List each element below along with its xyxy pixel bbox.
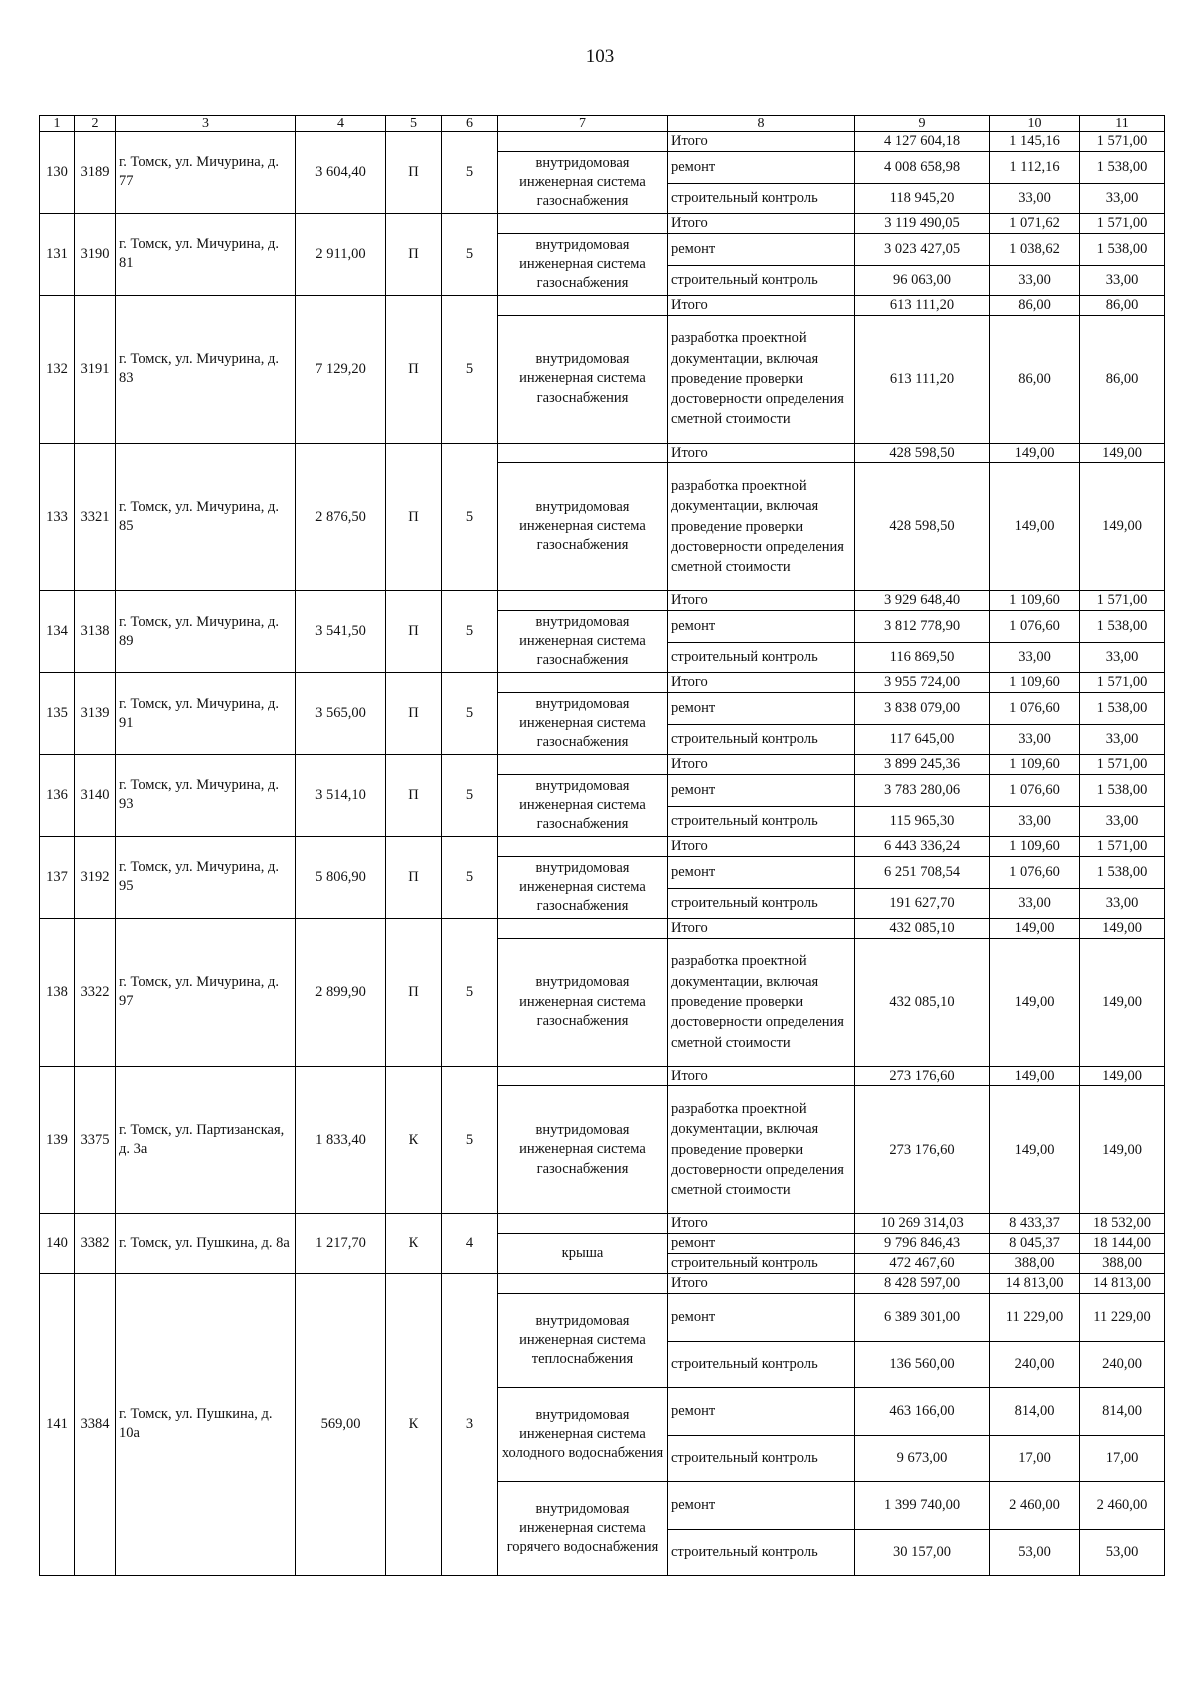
work-line-label: строительный контроль (668, 725, 855, 755)
house-floors: 5 (442, 755, 498, 837)
work-line-sum: 463 166,00 (855, 1387, 990, 1435)
house-address: г. Томск, ул. Пушкина, д. 8а (116, 1214, 296, 1274)
work-line-sum: 96 063,00 (855, 265, 990, 295)
work-line-sum: 191 627,70 (855, 888, 990, 918)
work-line-per-m2: 33,00 (990, 183, 1080, 213)
house-id: 3375 (75, 1066, 116, 1214)
house-floors: 5 (442, 673, 498, 755)
work-type: внутридомовая инженерная система горячего водоснабжения (498, 1481, 668, 1575)
house-id: 3382 (75, 1214, 116, 1274)
total-limit: 86,00 (1080, 295, 1165, 315)
total-per-m2: 1 109,60 (990, 836, 1080, 856)
entry-total-row (40, 673, 1165, 693)
entry-total-row (40, 1214, 1165, 1234)
house-id: 3321 (75, 443, 116, 591)
work-line-per-m2: 33,00 (990, 725, 1080, 755)
work-line-label: строительный контроль (668, 888, 855, 918)
work-line-sum: 9 796 846,43 (855, 1234, 990, 1254)
work-line-limit: 1 538,00 (1080, 774, 1165, 806)
work-line-per-m2: 149,00 (990, 463, 1080, 591)
house-address: г. Томск, ул. Мичурина, д. 93 (116, 755, 296, 837)
house-id: 3140 (75, 755, 116, 837)
work-line-sum: 116 869,50 (855, 643, 990, 673)
column-number: 8 (668, 116, 855, 132)
work-type-empty (498, 1214, 668, 1234)
total-sum: 432 085,10 (855, 918, 990, 938)
total-per-m2: 1 071,62 (990, 213, 1080, 233)
work-line-sum: 30 157,00 (855, 1529, 990, 1575)
work-type-empty (498, 1273, 668, 1293)
work-line-per-m2: 1 038,62 (990, 233, 1080, 265)
work-line-label: ремонт (668, 856, 855, 888)
column-number: 9 (855, 116, 990, 132)
total-sum: 613 111,20 (855, 295, 990, 315)
entry-number: 130 (40, 132, 75, 214)
house-type: П (386, 295, 442, 443)
entry-total-row (40, 132, 1165, 152)
house-id: 3322 (75, 918, 116, 1066)
work-line-sum: 273 176,60 (855, 1086, 990, 1214)
total-limit: 149,00 (1080, 1066, 1165, 1086)
total-sum: 3 119 490,05 (855, 213, 990, 233)
entry-number: 133 (40, 443, 75, 591)
work-line-limit: 33,00 (1080, 265, 1165, 295)
work-line-limit: 33,00 (1080, 888, 1165, 918)
house-address: г. Томск, ул. Мичурина, д. 97 (116, 918, 296, 1066)
work-line-label: строительный контроль (668, 1529, 855, 1575)
work-line-limit: 33,00 (1080, 643, 1165, 673)
total-label: Итого (668, 443, 855, 463)
work-type: внутридомовая инженерная система газоснабжения (498, 693, 668, 755)
work-line-label: ремонт (668, 1234, 855, 1254)
work-line-limit: 33,00 (1080, 725, 1165, 755)
entry-number: 131 (40, 213, 75, 295)
house-id: 3192 (75, 836, 116, 918)
work-line-limit: 2 460,00 (1080, 1481, 1165, 1529)
work-line-limit: 1 538,00 (1080, 233, 1165, 265)
total-limit: 149,00 (1080, 918, 1165, 938)
entry-number: 138 (40, 918, 75, 1066)
work-line-sum: 3 023 427,05 (855, 233, 990, 265)
total-label: Итого (668, 132, 855, 152)
entry-number: 141 (40, 1273, 75, 1575)
register-table (39, 115, 1165, 1576)
work-line-label: строительный контроль (668, 1341, 855, 1387)
house-area: 7 129,20 (296, 295, 386, 443)
entry-number: 135 (40, 673, 75, 755)
house-area: 2 899,90 (296, 918, 386, 1066)
work-type: внутридомовая инженерная система газоснабжения (498, 774, 668, 836)
work-line-per-m2: 8 045,37 (990, 1234, 1080, 1254)
work-line-label: строительный контроль (668, 265, 855, 295)
work-line-label: строительный контроль (668, 1254, 855, 1274)
work-line-per-m2: 1 076,60 (990, 774, 1080, 806)
entry-total-row (40, 591, 1165, 611)
house-id: 3139 (75, 673, 116, 755)
total-per-m2: 149,00 (990, 918, 1080, 938)
work-line-limit: 33,00 (1080, 806, 1165, 836)
work-line-per-m2: 33,00 (990, 888, 1080, 918)
work-type: внутридомовая инженерная система газоснабжения (498, 938, 668, 1066)
house-floors: 5 (442, 591, 498, 673)
work-line-per-m2: 1 076,60 (990, 856, 1080, 888)
work-line-sum: 3 812 778,90 (855, 611, 990, 643)
house-type: П (386, 132, 442, 214)
work-line-limit: 11 229,00 (1080, 1293, 1165, 1341)
work-line-label: ремонт (668, 1481, 855, 1529)
total-sum: 3 929 648,40 (855, 591, 990, 611)
work-type: внутридомовая инженерная система газоснабжения (498, 611, 668, 673)
work-type: внутридомовая инженерная система газоснабжения (498, 315, 668, 443)
house-floors: 4 (442, 1214, 498, 1274)
work-line-sum: 118 945,20 (855, 183, 990, 213)
total-label: Итого (668, 755, 855, 775)
total-label: Итого (668, 295, 855, 315)
entry-total-row (40, 918, 1165, 938)
column-number: 1 (40, 116, 75, 132)
house-type: П (386, 673, 442, 755)
entry-total-row (40, 1273, 1165, 1293)
work-line-per-m2: 149,00 (990, 1086, 1080, 1214)
house-type: П (386, 918, 442, 1066)
entry-number: 140 (40, 1214, 75, 1274)
work-line-label: разработка проектной документации, включая проведение проверки достоверности определения сметной стоимости (668, 938, 855, 1066)
total-label: Итого (668, 918, 855, 938)
work-type: внутридомовая инженерная система газоснабжения (498, 856, 668, 918)
column-number: 10 (990, 116, 1080, 132)
house-address: г. Томск, ул. Мичурина, д. 89 (116, 591, 296, 673)
work-line-label: ремонт (668, 1293, 855, 1341)
work-line-limit: 1 538,00 (1080, 856, 1165, 888)
work-line-per-m2: 33,00 (990, 643, 1080, 673)
house-floors: 5 (442, 295, 498, 443)
work-line-per-m2: 86,00 (990, 315, 1080, 443)
house-area: 3 604,40 (296, 132, 386, 214)
total-per-m2: 8 433,37 (990, 1214, 1080, 1234)
house-address: г. Томск, ул. Мичурина, д. 83 (116, 295, 296, 443)
house-area: 3 514,10 (296, 755, 386, 837)
house-type: П (386, 443, 442, 591)
work-line-limit: 1 538,00 (1080, 693, 1165, 725)
house-type: П (386, 755, 442, 837)
work-line-label: разработка проектной документации, включая проведение проверки достоверности определения сметной стоимости (668, 1086, 855, 1214)
total-sum: 3 955 724,00 (855, 673, 990, 693)
work-line-label: строительный контроль (668, 643, 855, 673)
work-line-limit: 1 538,00 (1080, 151, 1165, 183)
work-type-empty (498, 591, 668, 611)
entry-total-row (40, 213, 1165, 233)
work-line-limit: 33,00 (1080, 183, 1165, 213)
work-type-empty (498, 295, 668, 315)
work-line-sum: 9 673,00 (855, 1435, 990, 1481)
house-floors: 5 (442, 132, 498, 214)
column-number: 4 (296, 116, 386, 132)
entry-number: 134 (40, 591, 75, 673)
house-type: П (386, 836, 442, 918)
work-line-label: строительный контроль (668, 183, 855, 213)
work-line-limit: 1 538,00 (1080, 611, 1165, 643)
work-line-limit: 149,00 (1080, 938, 1165, 1066)
entry-number: 137 (40, 836, 75, 918)
work-line-sum: 3 783 280,06 (855, 774, 990, 806)
total-sum: 428 598,50 (855, 443, 990, 463)
work-line-limit: 149,00 (1080, 1086, 1165, 1214)
house-id: 3190 (75, 213, 116, 295)
house-id: 3191 (75, 295, 116, 443)
entry-total-row (40, 755, 1165, 775)
house-address: г. Томск, ул. Партизанская, д. 3а (116, 1066, 296, 1214)
work-type: внутридомовая инженерная система газоснабжения (498, 1086, 668, 1214)
total-per-m2: 14 813,00 (990, 1273, 1080, 1293)
work-line-sum: 115 965,30 (855, 806, 990, 836)
total-label: Итого (668, 1273, 855, 1293)
work-line-per-m2: 240,00 (990, 1341, 1080, 1387)
total-limit: 1 571,00 (1080, 673, 1165, 693)
total-sum: 3 899 245,36 (855, 755, 990, 775)
house-address: г. Томск, ул. Мичурина, д. 85 (116, 443, 296, 591)
total-sum: 273 176,60 (855, 1066, 990, 1086)
house-floors: 5 (442, 443, 498, 591)
house-type: К (386, 1273, 442, 1575)
work-type: крыша (498, 1234, 668, 1274)
total-label: Итого (668, 836, 855, 856)
entry-total-row (40, 443, 1165, 463)
house-type: П (386, 591, 442, 673)
total-label: Итого (668, 673, 855, 693)
house-area: 3 565,00 (296, 673, 386, 755)
total-limit: 149,00 (1080, 443, 1165, 463)
work-line-limit: 17,00 (1080, 1435, 1165, 1481)
work-type-empty (498, 836, 668, 856)
work-line-per-m2: 814,00 (990, 1387, 1080, 1435)
work-line-limit: 86,00 (1080, 315, 1165, 443)
work-line-label: ремонт (668, 151, 855, 183)
column-number: 5 (386, 116, 442, 132)
work-type: внутридомовая инженерная система газоснабжения (498, 151, 668, 213)
total-label: Итого (668, 1066, 855, 1086)
work-type-empty (498, 132, 668, 152)
house-type: К (386, 1066, 442, 1214)
work-line-sum: 6 251 708,54 (855, 856, 990, 888)
work-line-per-m2: 1 076,60 (990, 611, 1080, 643)
work-line-sum: 117 645,00 (855, 725, 990, 755)
work-type: внутридомовая инженерная система теплоснабжения (498, 1293, 668, 1387)
work-type-empty (498, 673, 668, 693)
work-line-label: ремонт (668, 233, 855, 265)
work-type-empty (498, 443, 668, 463)
work-line-label: разработка проектной документации, включая проведение проверки достоверности определения сметной стоимости (668, 315, 855, 443)
entry-number: 136 (40, 755, 75, 837)
total-per-m2: 1 145,16 (990, 132, 1080, 152)
work-line-sum: 136 560,00 (855, 1341, 990, 1387)
house-address: г. Томск, ул. Мичурина, д. 91 (116, 673, 296, 755)
work-line-limit: 240,00 (1080, 1341, 1165, 1387)
work-line-per-m2: 53,00 (990, 1529, 1080, 1575)
house-address: г. Томск, ул. Пушкина, д. 10а (116, 1273, 296, 1575)
work-line-per-m2: 11 229,00 (990, 1293, 1080, 1341)
house-type: К (386, 1214, 442, 1274)
house-floors: 3 (442, 1273, 498, 1575)
work-line-label: ремонт (668, 611, 855, 643)
work-type: внутридомовая инженерная система газоснабжения (498, 463, 668, 591)
house-area: 1 217,70 (296, 1214, 386, 1274)
total-sum: 4 127 604,18 (855, 132, 990, 152)
total-per-m2: 1 109,60 (990, 755, 1080, 775)
work-line-label: ремонт (668, 693, 855, 725)
work-line-per-m2: 2 460,00 (990, 1481, 1080, 1529)
house-area: 2 911,00 (296, 213, 386, 295)
work-line-label: ремонт (668, 774, 855, 806)
total-label: Итого (668, 213, 855, 233)
entry-number: 139 (40, 1066, 75, 1214)
column-number: 11 (1080, 116, 1165, 132)
work-line-per-m2: 149,00 (990, 938, 1080, 1066)
work-line-sum: 3 838 079,00 (855, 693, 990, 725)
work-line-per-m2: 17,00 (990, 1435, 1080, 1481)
work-type: внутридомовая инженерная система холодного водоснабжения (498, 1387, 668, 1481)
total-per-m2: 149,00 (990, 443, 1080, 463)
work-line-per-m2: 33,00 (990, 265, 1080, 295)
column-number: 6 (442, 116, 498, 132)
entry-total-row (40, 836, 1165, 856)
total-limit: 1 571,00 (1080, 591, 1165, 611)
total-label: Итого (668, 591, 855, 611)
total-per-m2: 149,00 (990, 1066, 1080, 1086)
house-address: г. Томск, ул. Мичурина, д. 81 (116, 213, 296, 295)
total-limit: 18 532,00 (1080, 1214, 1165, 1234)
work-type-empty (498, 918, 668, 938)
total-per-m2: 1 109,60 (990, 673, 1080, 693)
total-per-m2: 1 109,60 (990, 591, 1080, 611)
work-line-label: ремонт (668, 1387, 855, 1435)
work-line-sum: 428 598,50 (855, 463, 990, 591)
house-type: П (386, 213, 442, 295)
total-sum: 6 443 336,24 (855, 836, 990, 856)
entry-total-row (40, 1066, 1165, 1086)
total-limit: 1 571,00 (1080, 755, 1165, 775)
total-sum: 8 428 597,00 (855, 1273, 990, 1293)
work-type: внутридомовая инженерная система газоснабжения (498, 233, 668, 295)
work-line-sum: 1 399 740,00 (855, 1481, 990, 1529)
work-line-per-m2: 33,00 (990, 806, 1080, 836)
house-address: г. Томск, ул. Мичурина, д. 77 (116, 132, 296, 214)
total-limit: 1 571,00 (1080, 132, 1165, 152)
work-line-limit: 388,00 (1080, 1254, 1165, 1274)
house-floors: 5 (442, 1066, 498, 1214)
work-line-label: строительный контроль (668, 1435, 855, 1481)
house-area: 5 806,90 (296, 836, 386, 918)
house-id: 3189 (75, 132, 116, 214)
work-type-empty (498, 213, 668, 233)
house-floors: 5 (442, 836, 498, 918)
total-limit: 1 571,00 (1080, 836, 1165, 856)
entry-number: 132 (40, 295, 75, 443)
work-type-empty (498, 1066, 668, 1086)
column-number: 2 (75, 116, 116, 132)
column-number-row (40, 116, 1165, 132)
total-label: Итого (668, 1214, 855, 1234)
column-number: 7 (498, 116, 668, 132)
work-line-sum: 432 085,10 (855, 938, 990, 1066)
house-area: 1 833,40 (296, 1066, 386, 1214)
house-area: 2 876,50 (296, 443, 386, 591)
house-area: 3 541,50 (296, 591, 386, 673)
work-line-per-m2: 1 076,60 (990, 693, 1080, 725)
work-line-sum: 472 467,60 (855, 1254, 990, 1274)
entry-total-row (40, 295, 1165, 315)
total-limit: 1 571,00 (1080, 213, 1165, 233)
total-per-m2: 86,00 (990, 295, 1080, 315)
house-address: г. Томск, ул. Мичурина, д. 95 (116, 836, 296, 918)
total-limit: 14 813,00 (1080, 1273, 1165, 1293)
work-line-sum: 613 111,20 (855, 315, 990, 443)
work-line-limit: 814,00 (1080, 1387, 1165, 1435)
work-line-limit: 53,00 (1080, 1529, 1165, 1575)
work-type-empty (498, 755, 668, 775)
house-floors: 5 (442, 918, 498, 1066)
work-line-limit: 18 144,00 (1080, 1234, 1165, 1254)
work-line-limit: 149,00 (1080, 463, 1165, 591)
work-line-per-m2: 388,00 (990, 1254, 1080, 1274)
work-line-label: разработка проектной документации, включая проведение проверки достоверности определения сметной стоимости (668, 463, 855, 591)
total-sum: 10 269 314,03 (855, 1214, 990, 1234)
work-line-label: строительный контроль (668, 806, 855, 836)
column-number: 3 (116, 116, 296, 132)
house-id: 3138 (75, 591, 116, 673)
page-number: 103 (585, 46, 615, 67)
work-line-sum: 6 389 301,00 (855, 1293, 990, 1341)
house-floors: 5 (442, 213, 498, 295)
work-line-per-m2: 1 112,16 (990, 151, 1080, 183)
work-line-sum: 4 008 658,98 (855, 151, 990, 183)
house-id: 3384 (75, 1273, 116, 1575)
house-area: 569,00 (296, 1273, 386, 1575)
